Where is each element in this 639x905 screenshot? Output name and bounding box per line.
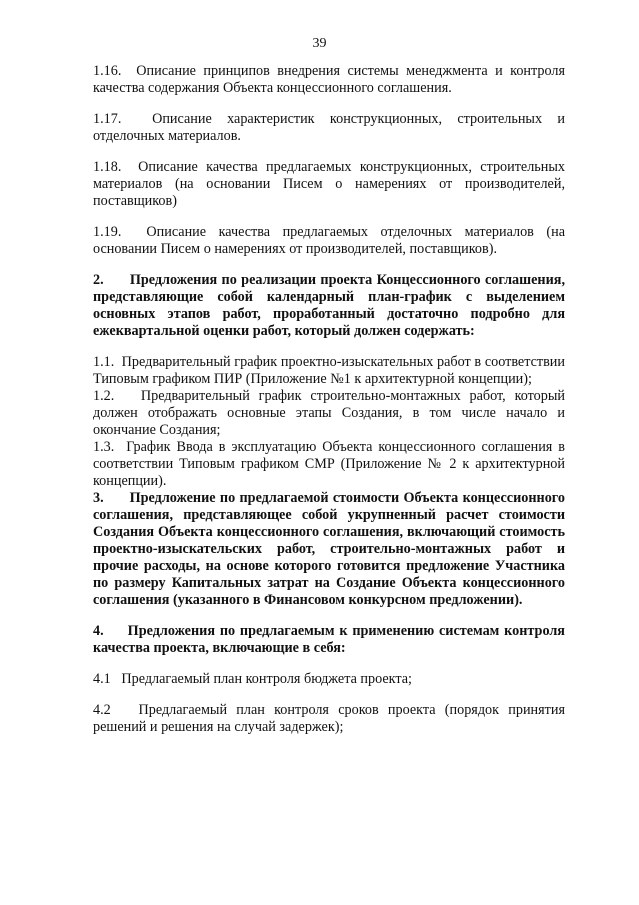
paragraph-1-17: 1.17. Описание характеристик конструкционных, строительных и отделочных материалов. — [93, 111, 565, 144]
section-2-heading: 2. Предложения по реализации проекта Концессионного соглашения, представляющие собой календарный план-график с выделением основных этапов работ, проработанный достаточно подробно для ежеквартальной оценки работ, который должен содержать: — [93, 272, 565, 339]
document-body — [93, 63, 565, 750]
paragraph-1-1: 1.1. Предварительный график проектно-изыскательных работ в соответствии Типовым графиком ПИР (Приложение №1 к архитектурной концепции); — [93, 354, 565, 387]
section-3-heading: 3. Предложение по предлагаемой стоимости Объекта концессионного соглашения, представляющее собой укрупненный расчет стоимости Создания Объекта концессионного соглашения, включающий стоимость проектно-изыскательских работ, строительно-монтажных работ и прочие расходы, на основе которого готовится предложение Участника по размеру Капитальных затрат на Создание Объекта концессионного соглашения (указанного в Финансовом конкурсном предложении). — [93, 490, 565, 608]
paragraph-1-19: 1.19. Описание качества предлагаемых отделочных материалов (на основании Писем о намерениях от производителей, поставщиков). — [93, 224, 565, 257]
paragraph-4-2: 4.2 Предлагаемый план контроля сроков проекта (порядок принятия решений и решения на случай задержек); — [93, 702, 565, 735]
paragraph-1-3: 1.3. График Ввода в эксплуатацию Объекта концессионного соглашения в соответствии Типовым графиком СМР (Приложение № 2 к архитектурной концепции). — [93, 439, 565, 489]
section-4-heading: 4. Предложения по предлагаемым к применению системам контроля качества проекта, включающие в себя: — [93, 623, 565, 656]
paragraph-1-16: 1.16. Описание принципов внедрения системы менеджмента и контроля качества содержания Объекта концессионного соглашения. — [93, 63, 565, 96]
page-number: 39 — [312, 36, 327, 51]
paragraph-4-1: 4.1 Предлагаемый план контроля бюджета проекта; — [93, 671, 412, 687]
paragraph-1-18: 1.18. Описание качества предлагаемых конструкционных, строительных материалов (на основании Писем о намерениях от производителей, поставщиков) — [93, 159, 565, 209]
paragraph-1-2: 1.2. Предварительный график строительно-монтажных работ, который должен отображать основные этапы Создания, в том числе начало и окончание Создания; — [93, 388, 565, 438]
